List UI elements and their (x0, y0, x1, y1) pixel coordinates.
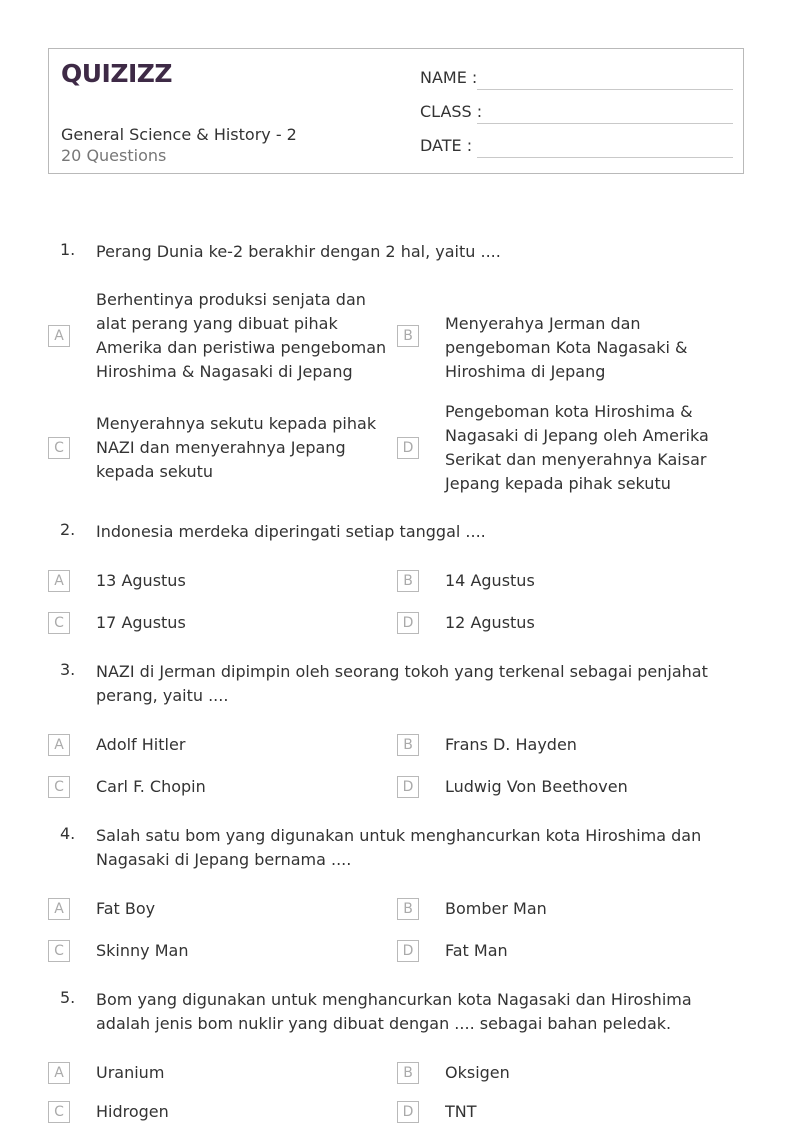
option-letter[interactable]: D (397, 1101, 419, 1123)
option-text: Ludwig Von Beethoven (445, 777, 628, 796)
question-number: 4. (60, 824, 76, 843)
option-text: Hidrogen (96, 1102, 169, 1121)
option-text: 12 Agustus (445, 613, 535, 632)
question-text: Salah satu bom yang digunakan untuk menghancurkan kota Hiroshima dan Nagasaki di Jepang bernama .... (96, 826, 702, 869)
option-letter[interactable]: C (48, 437, 70, 459)
option-letter[interactable]: C (48, 612, 70, 634)
option-letter[interactable]: A (48, 1062, 70, 1084)
option-text: Skinny Man (96, 941, 189, 960)
question-text: Bom yang digunakan untuk menghancurkan kota Nagasaki dan Hiroshima adalah jenis bom nuklir yang dibuat dengan .... sebagai bahan peledak. (96, 990, 692, 1033)
option-text: Oksigen (445, 1063, 510, 1082)
option-text: Carl F. Chopin (96, 777, 206, 796)
option-letter[interactable]: D (397, 776, 419, 798)
question-number: 2. (60, 520, 76, 539)
worksheet-header (48, 48, 744, 174)
option-letter[interactable]: C (48, 940, 70, 962)
class-label: CLASS : (420, 102, 483, 121)
question-count: 20 Questions (61, 146, 167, 165)
option-letter[interactable]: B (397, 570, 419, 592)
worksheet-title: General Science & History - 2 (61, 125, 297, 144)
option-text: TNT (445, 1102, 477, 1121)
option-text: 13 Agustus (96, 571, 186, 590)
date-label: DATE : (420, 136, 473, 155)
question-text: Indonesia merdeka diperingati setiap tanggal .... (96, 522, 486, 541)
option-letter[interactable]: C (48, 1101, 70, 1123)
question-number: 5. (60, 988, 76, 1007)
option-text: Uranium (96, 1063, 165, 1082)
option-letter[interactable]: D (397, 437, 419, 459)
option-letter[interactable]: A (48, 570, 70, 592)
option-letter[interactable]: D (397, 940, 419, 962)
option-letter[interactable]: C (48, 776, 70, 798)
option-text: Fat Man (445, 941, 508, 960)
option-letter[interactable]: A (48, 898, 70, 920)
option-text: Menyerahya Jerman dan pengeboman Kota Nagasaki & Hiroshima di Jepang (445, 314, 688, 381)
name-label: NAME : (420, 68, 478, 87)
option-letter[interactable]: B (397, 898, 419, 920)
option-text: Frans D. Hayden (445, 735, 577, 754)
option-letter[interactable]: B (397, 325, 419, 347)
question-number: 3. (60, 660, 76, 679)
question-text: Perang Dunia ke-2 berakhir dengan 2 hal, yaitu .... (96, 242, 501, 261)
quizizz-logo: QUIZIZZ (61, 59, 173, 88)
option-text: Berhentinya produksi senjata dan alat perang yang dibuat pihak Amerika dan peristiwa pengeboman Hiroshima & Nagasaki di Jepang (96, 290, 387, 381)
option-text: Bomber Man (445, 899, 547, 918)
date-field[interactable] (477, 157, 733, 158)
option-text: Adolf Hitler (96, 735, 186, 754)
option-letter[interactable]: A (48, 325, 70, 347)
question-number: 1. (60, 240, 76, 259)
question-text: NAZI di Jerman dipimpin oleh seorang tokoh yang terkenal sebagai penjahat perang, yaitu .... (96, 662, 708, 705)
option-text: Pengeboman kota Hiroshima & Nagasaki di Jepang oleh Amerika Serikat dan menyerahnya Kaisar Jepang kepada pihak sekutu (445, 402, 709, 493)
option-letter[interactable]: A (48, 734, 70, 756)
option-letter[interactable]: D (397, 612, 419, 634)
option-letter[interactable]: B (397, 1062, 419, 1084)
option-text: Menyerahnya sekutu kepada pihak NAZI dan menyerahnya Jepang kepada sekutu (96, 414, 377, 481)
name-field[interactable] (477, 89, 733, 90)
option-text: Fat Boy (96, 899, 156, 918)
class-field[interactable] (477, 123, 733, 124)
option-text: 17 Agustus (96, 613, 186, 632)
option-letter[interactable]: B (397, 734, 419, 756)
option-text: 14 Agustus (445, 571, 535, 590)
